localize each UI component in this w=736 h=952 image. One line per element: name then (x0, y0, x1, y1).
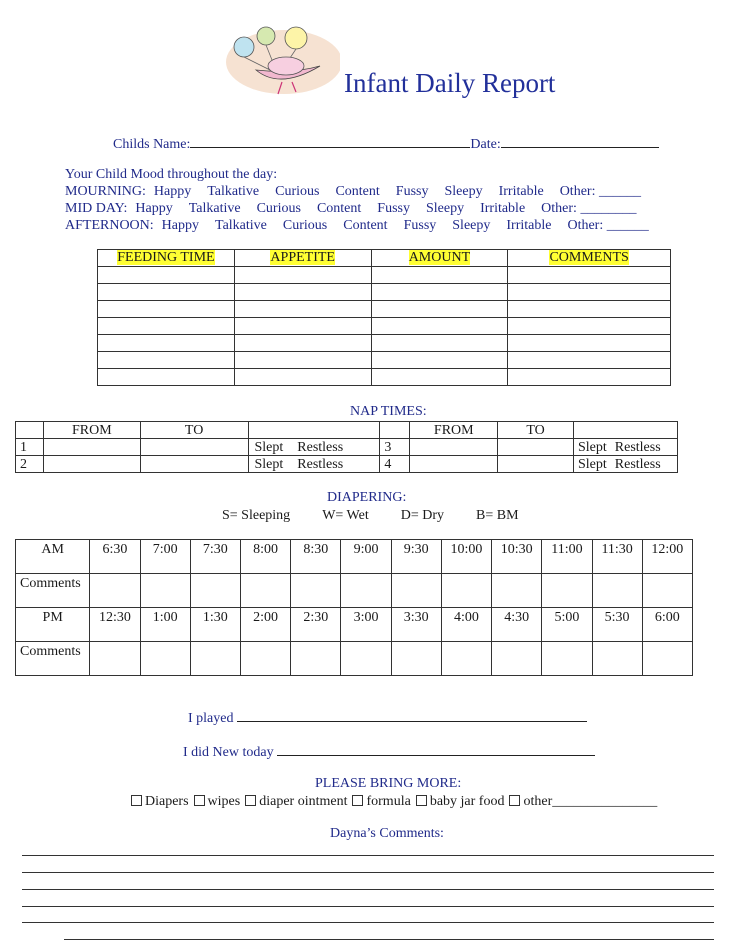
nap-number: 2 (16, 456, 44, 473)
checkbox-icon[interactable] (352, 795, 363, 806)
diapering-time-cell[interactable]: 7:30 (190, 540, 240, 574)
diapering-comment-cell[interactable] (190, 574, 240, 608)
diapering-legend-item: W= Wet (322, 508, 369, 523)
baby-bassinet-balloons-icon (222, 22, 340, 96)
mood-option-curious[interactable]: Curious (275, 184, 320, 199)
nap-header-cell: TO (140, 422, 248, 439)
nap-row (16, 456, 678, 473)
checkbox-icon[interactable] (245, 795, 256, 806)
mood-other-field[interactable]: Other: ______ (567, 218, 649, 233)
diapering-period-label: PM (16, 608, 90, 642)
mood-option-sleepy[interactable]: Sleepy (444, 184, 483, 199)
mood-option-irritable[interactable]: Irritable (498, 184, 544, 199)
mood-row (65, 201, 649, 218)
child-info-line (113, 135, 659, 153)
bring-item-label: other_______________ (523, 794, 658, 809)
nap-header-cell (248, 422, 380, 439)
feeding-cell[interactable] (234, 352, 371, 369)
diapering-time-cell[interactable]: 12:00 (642, 540, 692, 574)
mood-other-field[interactable]: Other: ______ (559, 184, 641, 199)
nap-slept-option[interactable]: Slept (254, 456, 284, 472)
nap-quality[interactable] (248, 439, 380, 456)
diapering-comment-cell[interactable] (140, 642, 190, 676)
nap-restless-option[interactable]: Restless (614, 456, 661, 472)
mood-option-curious[interactable]: Curious (282, 218, 328, 233)
diapering-time-cell[interactable]: 2:00 (240, 608, 290, 642)
mood-option-fussy[interactable]: Fussy (395, 184, 429, 199)
mood-option-talkative[interactable]: Talkative (215, 218, 267, 233)
nap-number: 1 (16, 439, 44, 456)
nap-to-field[interactable] (140, 439, 248, 456)
comment-line[interactable] (22, 855, 714, 856)
diapering-comment-cell[interactable] (240, 574, 290, 608)
nap-header-cell: FROM (43, 422, 140, 439)
mood-period-label: MID DAY: (65, 201, 128, 216)
feeding-row (98, 352, 671, 369)
diapering-legend-item: B= BM (476, 508, 519, 523)
mood-option-talkative[interactable]: Talkative (207, 184, 260, 199)
comments-title: Dayna’s Comments: (330, 826, 444, 841)
feeding-cell[interactable] (98, 318, 235, 335)
diapering-am-row (16, 540, 693, 574)
feeding-cell[interactable] (98, 284, 235, 301)
diapering-comment-cell[interactable] (291, 642, 341, 676)
comment-line[interactable] (22, 906, 714, 907)
mood-option-happy[interactable]: Happy (153, 184, 192, 199)
bring-item-label: wipes (207, 794, 241, 809)
nap-header-cell: FROM (410, 422, 498, 439)
nap-restless-option[interactable]: Restless (614, 439, 661, 455)
feeding-cell[interactable] (371, 301, 508, 318)
feeding-cell[interactable] (371, 335, 508, 352)
diapering-time-cell[interactable]: 1:30 (190, 608, 240, 642)
diapering-time-cell[interactable]: 6:30 (90, 540, 140, 574)
feeding-header-cell (508, 250, 671, 267)
feeding-cell[interactable] (508, 352, 671, 369)
comment-line[interactable] (64, 939, 714, 940)
nap-quality[interactable] (248, 456, 380, 473)
comment-line[interactable] (22, 922, 714, 923)
mood-option-content[interactable]: Content (343, 218, 388, 233)
diapering-comment-cell[interactable] (90, 574, 140, 608)
nap-to-field[interactable] (498, 439, 574, 456)
feeding-cell[interactable] (371, 318, 508, 335)
diapering-time-cell[interactable]: 8:30 (291, 540, 341, 574)
nap-header-row (16, 422, 678, 439)
feeding-row (98, 301, 671, 318)
comment-line[interactable] (22, 872, 714, 873)
nap-from-field[interactable] (410, 439, 498, 456)
nap-quality[interactable] (574, 456, 678, 473)
feeding-row (98, 267, 671, 284)
feeding-row (98, 284, 671, 301)
childs-name-field[interactable] (190, 135, 470, 148)
diapering-comment-cell[interactable] (492, 642, 542, 676)
page-title: Infant Daily Report (344, 68, 556, 98)
checkbox-icon[interactable] (131, 795, 142, 806)
feeding-cell[interactable] (98, 352, 235, 369)
feeding-cell[interactable] (508, 369, 671, 386)
diapering-comment-cell[interactable] (291, 574, 341, 608)
diapering-time-cell[interactable]: 8:00 (240, 540, 290, 574)
comment-line[interactable] (22, 889, 714, 890)
diapering-comment-cell[interactable] (90, 642, 140, 676)
diapering-time-cell[interactable]: 3:30 (391, 608, 441, 642)
diapering-comment-cell[interactable] (240, 642, 290, 676)
feeding-header-cell (98, 250, 235, 267)
diapering-period-label: AM (16, 540, 90, 574)
nap-times-title: NAP TIMES: (350, 404, 427, 419)
mood-option-content[interactable]: Content (335, 184, 380, 199)
mood-option-irritable[interactable]: Irritable (480, 201, 526, 216)
nap-from-field[interactable] (43, 456, 140, 473)
feeding-cell[interactable] (371, 267, 508, 284)
mood-option-sleepy[interactable]: Sleepy (452, 218, 491, 233)
feeding-row (98, 318, 671, 335)
diapering-comment-cell[interactable] (441, 642, 491, 676)
diapering-time-cell[interactable]: 10:00 (441, 540, 491, 574)
diapering-comment-cell[interactable] (642, 574, 692, 608)
feeding-cell[interactable] (371, 369, 508, 386)
feeding-header-cell (234, 250, 371, 267)
mood-option-irritable[interactable]: Irritable (506, 218, 552, 233)
i-did-new-label: I did New today (183, 745, 274, 760)
childs-name-label: Childs Name: (113, 137, 191, 152)
diapering-comment-cell[interactable] (592, 574, 642, 608)
mood-option-fussy[interactable]: Fussy (403, 218, 437, 233)
diapering-time-cell[interactable]: 1:00 (140, 608, 190, 642)
nap-slept-option[interactable]: Slept (254, 439, 284, 455)
checkbox-icon[interactable] (509, 795, 520, 806)
diapering-time-cell[interactable]: 4:00 (441, 608, 491, 642)
diapering-title: DIAPERING: (327, 490, 407, 505)
feeding-cell[interactable] (98, 335, 235, 352)
nap-times-table (15, 421, 678, 473)
i-did-new-field[interactable] (277, 743, 595, 756)
nap-number: 4 (380, 456, 410, 473)
nap-header-cell (380, 422, 410, 439)
feeding-table (97, 249, 671, 386)
diapering-legend-item: S= Sleeping (222, 508, 291, 523)
diapering-time-cell[interactable]: 4:30 (492, 608, 542, 642)
checkbox-icon[interactable] (416, 795, 427, 806)
i-played-field[interactable] (237, 709, 587, 722)
mood-option-happy[interactable]: Happy (161, 218, 199, 233)
nap-slept-option[interactable]: Slept (578, 439, 607, 455)
diapering-comments-label: Comments (16, 642, 90, 676)
mood-option-content[interactable]: Content (316, 201, 362, 216)
diapering-comments-label: Comments (16, 574, 90, 608)
diapering-time-cell[interactable]: 10:30 (492, 540, 542, 574)
feeding-cell[interactable] (508, 284, 671, 301)
feeding-header-label: COMMENTS (549, 250, 629, 265)
mood-heading: Your Child Mood throughout the day: (65, 167, 278, 182)
feeding-cell[interactable] (98, 301, 235, 318)
diapering-time-cell[interactable]: 5:00 (542, 608, 592, 642)
mood-other-field[interactable]: Other: ________ (541, 201, 637, 216)
mood-row (65, 184, 649, 201)
diapering-comments-row (16, 574, 693, 608)
nap-to-field[interactable] (498, 456, 574, 473)
feeding-header-row (98, 250, 671, 267)
diapering-time-cell[interactable]: 3:00 (341, 608, 391, 642)
diapering-time-cell[interactable]: 6:00 (642, 608, 692, 642)
nap-restless-option[interactable]: Restless (297, 439, 344, 455)
feeding-cell[interactable] (98, 369, 235, 386)
bring-item-label: Diapers (145, 794, 189, 809)
mood-rows (65, 184, 649, 235)
diapering-comment-cell[interactable] (542, 642, 592, 676)
diapering-table (15, 539, 693, 676)
feeding-header-label: APPETITE (270, 250, 335, 265)
diapering-time-cell[interactable]: 7:00 (140, 540, 190, 574)
diapering-time-cell[interactable]: 11:30 (592, 540, 642, 574)
diapering-time-cell[interactable]: 11:00 (542, 540, 592, 574)
checkbox-icon[interactable] (194, 795, 205, 806)
i-played-label: I played (188, 711, 234, 726)
nap-slept-option[interactable]: Slept (578, 456, 607, 472)
diapering-comment-cell[interactable] (441, 574, 491, 608)
feeding-cell[interactable] (234, 267, 371, 284)
bring-item-label: baby jar food (429, 794, 505, 809)
diapering-legend (222, 508, 551, 524)
nap-header-cell (574, 422, 678, 439)
date-field[interactable] (501, 135, 659, 148)
mood-row (65, 218, 649, 235)
bring-item-label: diaper ointment (259, 794, 348, 809)
diapering-time-cell[interactable]: 12:30 (90, 608, 140, 642)
mood-option-sleepy[interactable]: Sleepy (425, 201, 465, 216)
feeding-header-label: FEEDING TIME (117, 250, 215, 265)
nap-number: 3 (380, 439, 410, 456)
feeding-cell[interactable] (508, 301, 671, 318)
date-label: Date: (470, 137, 501, 152)
mood-period-label: AFTERNOON: (65, 218, 154, 233)
feeding-cell[interactable] (234, 301, 371, 318)
diapering-pm-row (16, 608, 693, 642)
diapering-legend-item: D= Dry (400, 508, 445, 523)
diapering-comment-cell[interactable] (642, 642, 692, 676)
mood-option-happy[interactable]: Happy (135, 201, 173, 216)
diapering-comment-cell[interactable] (140, 574, 190, 608)
feeding-cell[interactable] (234, 369, 371, 386)
nap-from-field[interactable] (43, 439, 140, 456)
nap-to-field[interactable] (140, 456, 248, 473)
feeding-cell[interactable] (508, 267, 671, 284)
feeding-cell[interactable] (371, 352, 508, 369)
mood-option-curious[interactable]: Curious (256, 201, 301, 216)
i-did-new-line (183, 743, 595, 761)
feeding-row (98, 369, 671, 386)
diapering-time-cell[interactable]: 5:30 (592, 608, 642, 642)
mood-option-talkative[interactable]: Talkative (188, 201, 241, 216)
feeding-cell[interactable] (508, 318, 671, 335)
i-played-line (188, 709, 587, 727)
mood-period-label: MOURNING: (65, 184, 146, 199)
feeding-cell[interactable] (371, 284, 508, 301)
diapering-comments-row (16, 642, 693, 676)
diapering-comment-cell[interactable] (190, 642, 240, 676)
feeding-cell[interactable] (234, 284, 371, 301)
diapering-time-cell[interactable]: 9:00 (341, 540, 391, 574)
diapering-comment-cell[interactable] (492, 574, 542, 608)
feeding-cell[interactable] (508, 335, 671, 352)
feeding-cell[interactable] (234, 318, 371, 335)
bring-items (131, 794, 662, 810)
feeding-row (98, 335, 671, 352)
feeding-cell[interactable] (234, 335, 371, 352)
diapering-comment-cell[interactable] (592, 642, 642, 676)
feeding-header-label: AMOUNT (408, 250, 471, 265)
diapering-comment-cell[interactable] (542, 574, 592, 608)
diapering-time-cell[interactable]: 9:30 (391, 540, 441, 574)
diapering-comment-cell[interactable] (341, 574, 391, 608)
feeding-header-cell (371, 250, 508, 267)
nap-header-cell: TO (498, 422, 574, 439)
mood-option-fussy[interactable]: Fussy (377, 201, 410, 216)
feeding-cell[interactable] (98, 267, 235, 284)
diapering-comment-cell[interactable] (391, 574, 441, 608)
diapering-comment-cell[interactable] (391, 642, 441, 676)
nap-row (16, 439, 678, 456)
nap-quality[interactable] (574, 439, 678, 456)
nap-from-field[interactable] (410, 456, 498, 473)
please-bring-title: PLEASE BRING MORE: (315, 776, 462, 791)
diapering-time-cell[interactable]: 2:30 (291, 608, 341, 642)
bring-item-label: formula (366, 794, 411, 809)
nap-restless-option[interactable]: Restless (297, 456, 344, 472)
nap-header-cell (16, 422, 44, 439)
diapering-comment-cell[interactable] (341, 642, 391, 676)
